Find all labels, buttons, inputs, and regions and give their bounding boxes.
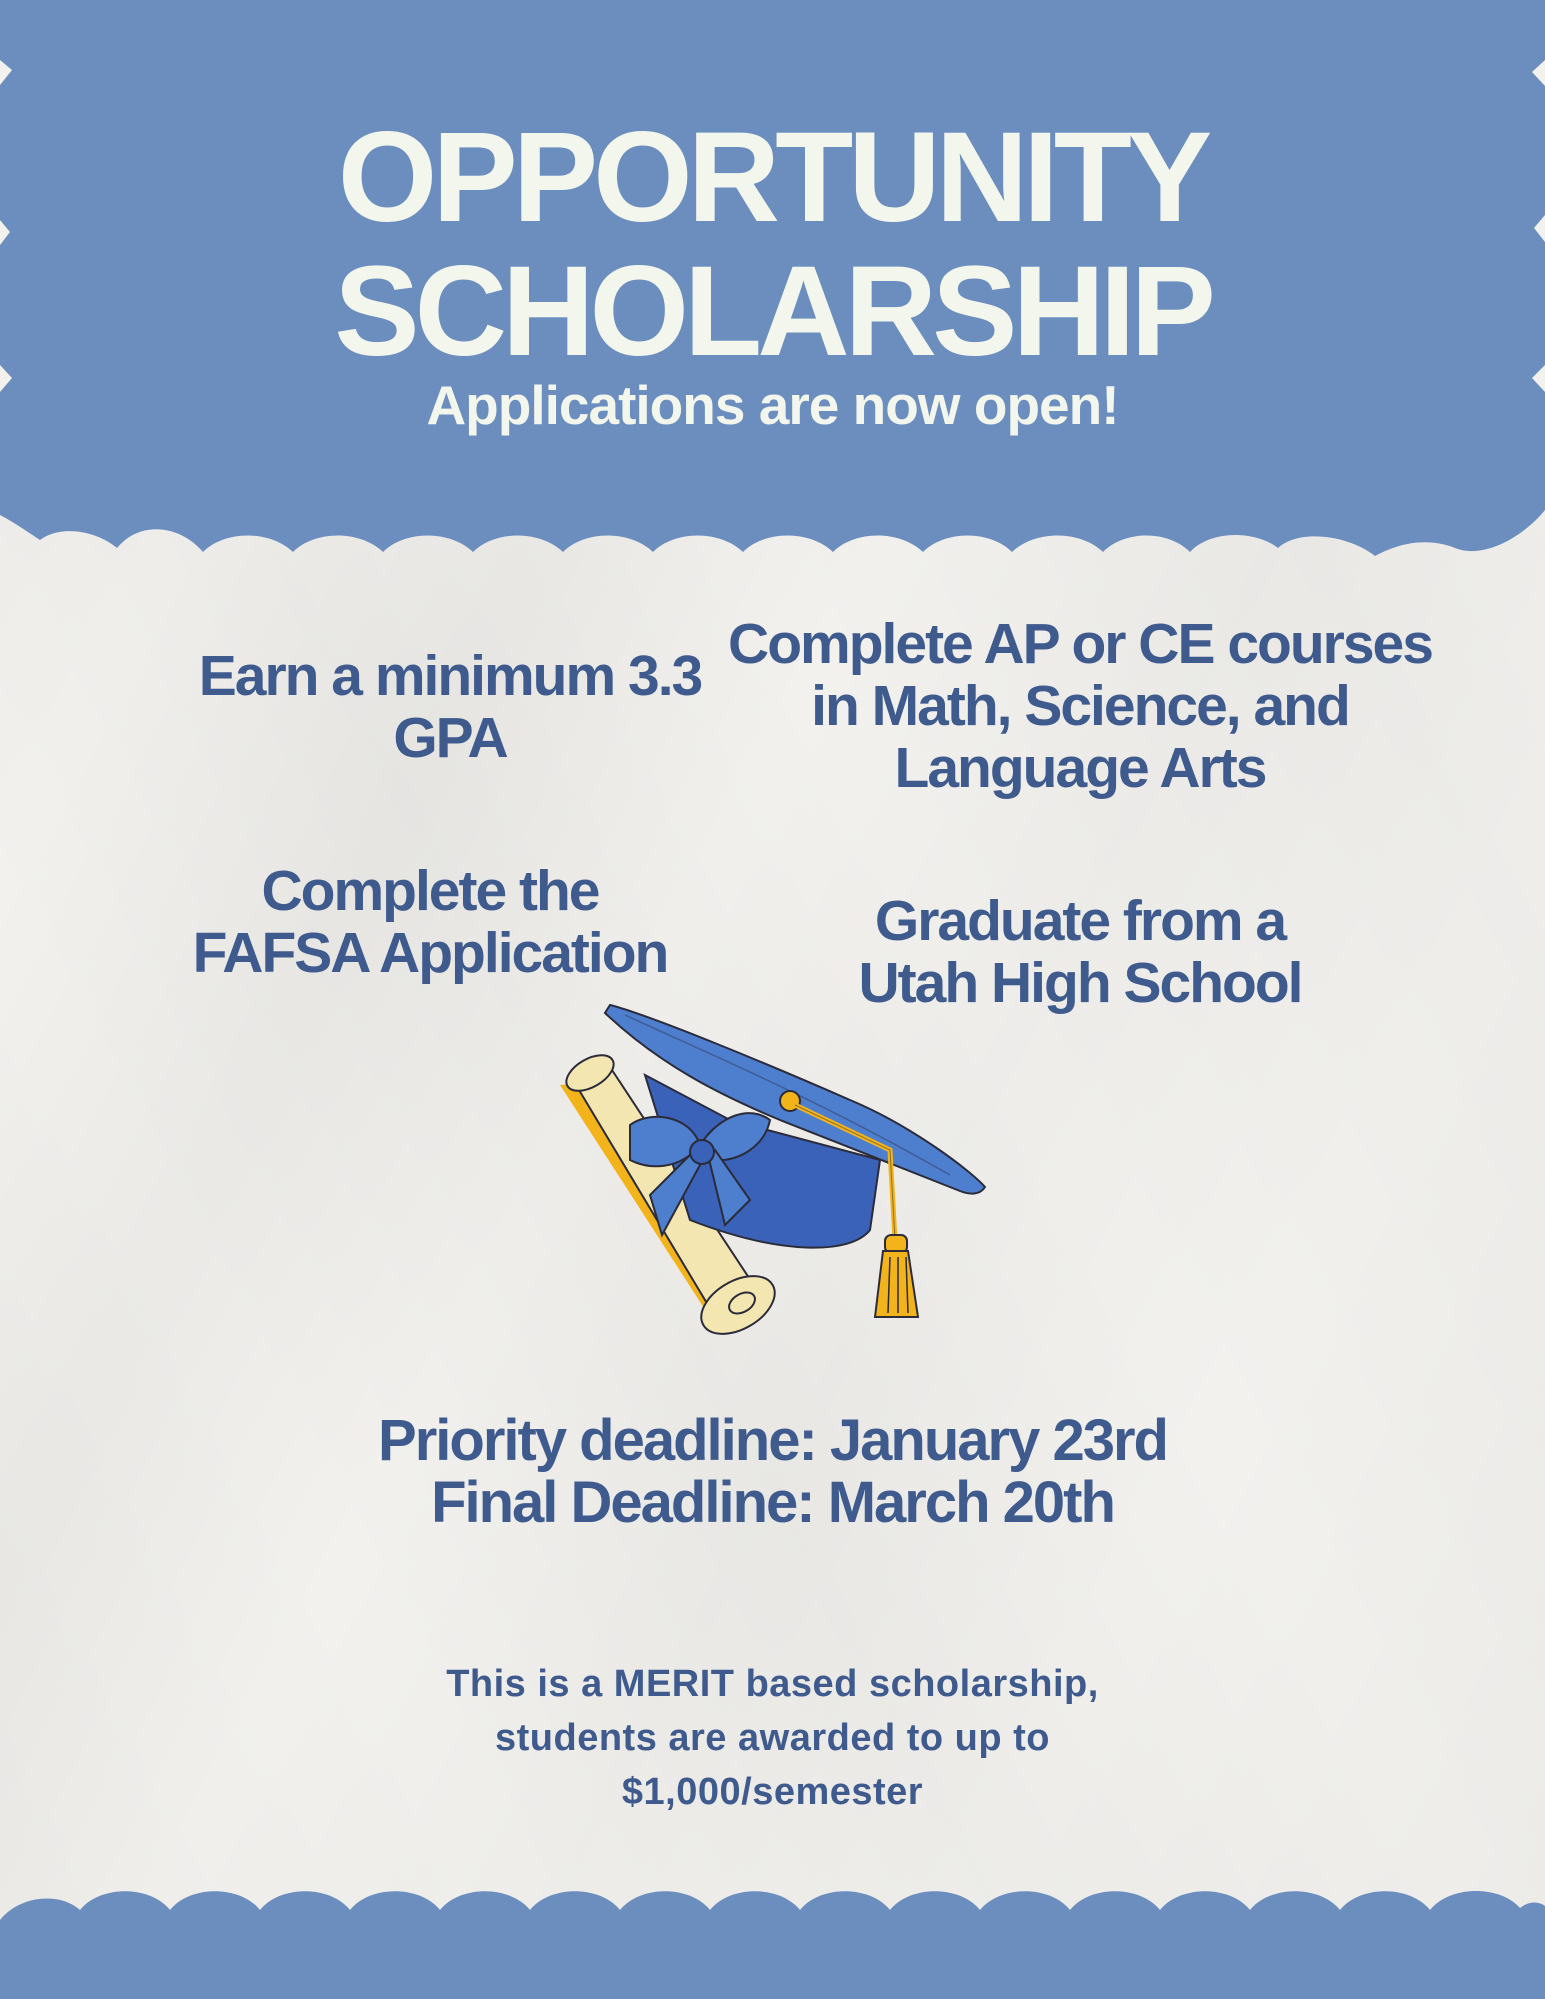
graduation-cap-and-diploma-icon	[550, 995, 1010, 1365]
merit-note	[0, 1657, 1545, 1819]
title-line-1: OPPORTUNITY	[337, 106, 1208, 249]
merit-line-1: This is a MERIT based scholarship,	[446, 1663, 1099, 1705]
requirement-gpa: Earn a minimum 3.3 GPA	[198, 644, 702, 770]
footer-band	[0, 1880, 1545, 1999]
requirement-utah-high-school: Graduate from a Utah High School	[858, 889, 1302, 1015]
merit-line-2: students are awarded to up to	[494, 1717, 1051, 1759]
title-line-2: SCHOLARSHIP	[334, 240, 1211, 383]
requirement-ap-ce-courses: Complete AP or CE courses in Math, Science, and Language Arts	[728, 612, 1432, 800]
subtitle: Applications are now open!	[426, 374, 1119, 436]
final-deadline: Final Deadline: March 20th	[431, 1470, 1114, 1535]
priority-deadline: Priority deadline: January 23rd	[378, 1408, 1167, 1473]
footer-band-shape	[0, 1891, 1545, 1999]
merit-line-3: $1,000/semester	[621, 1771, 924, 1813]
deadlines-block	[0, 1410, 1545, 1534]
requirement-fafsa: Complete the FAFSA Application	[192, 859, 668, 985]
